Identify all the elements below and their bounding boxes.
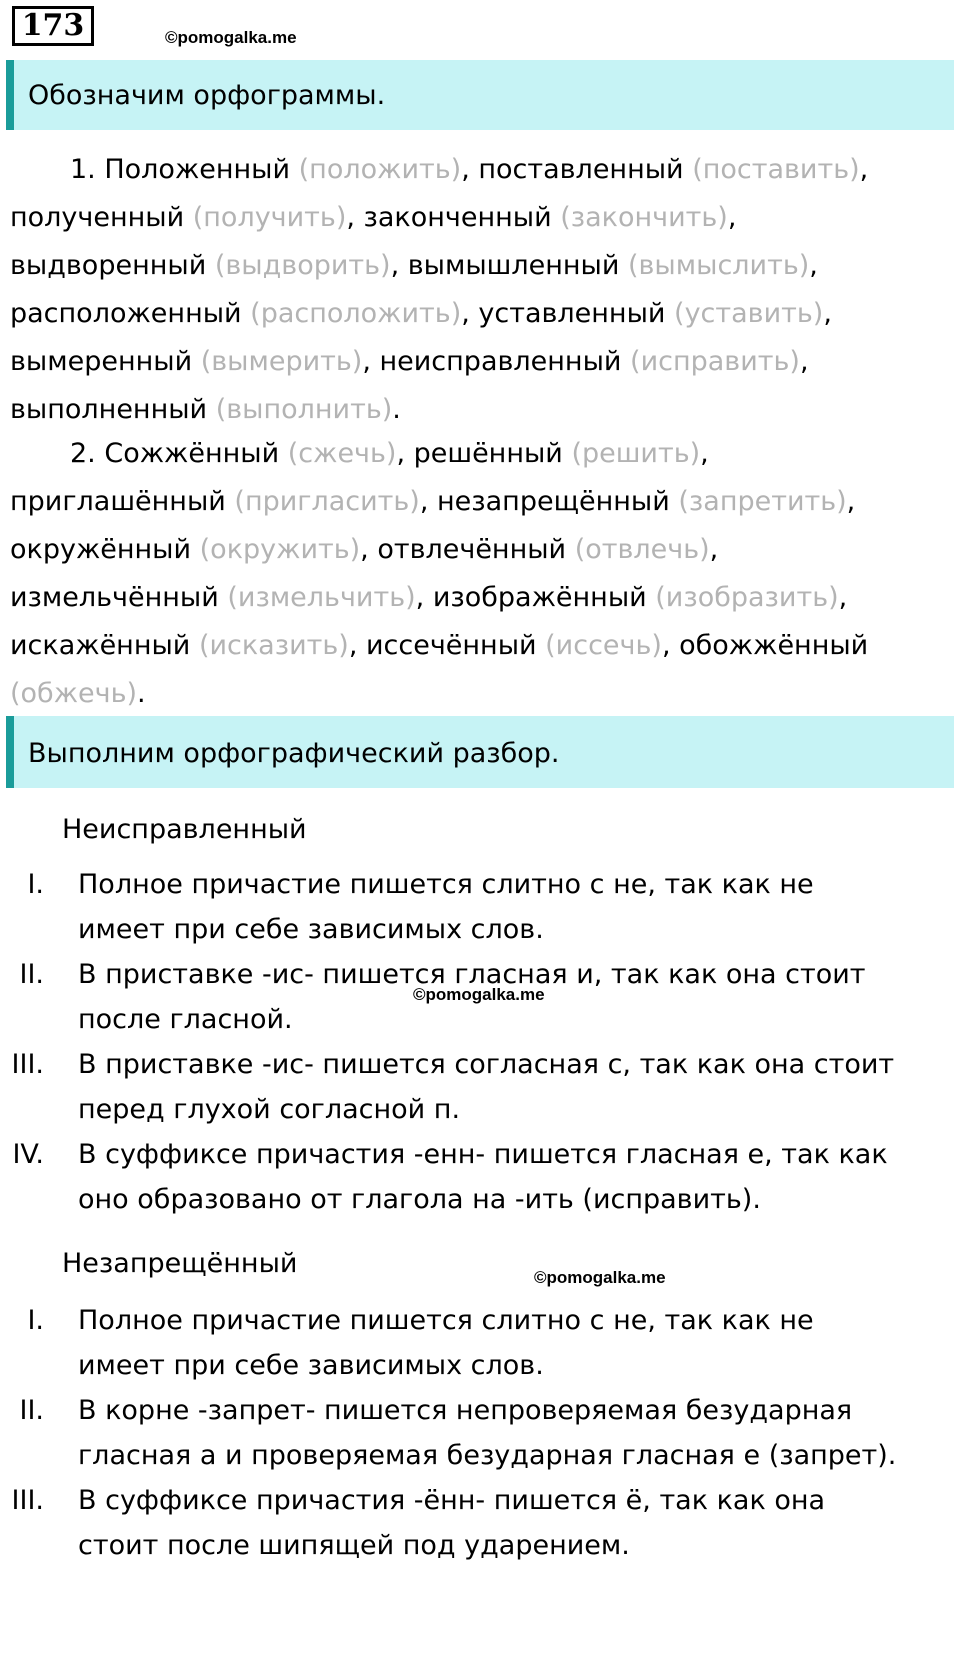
participle-text: , решённый xyxy=(396,438,563,469)
item-text-line: Полное причастие пишется слитно с не, так как не xyxy=(78,869,814,900)
check-word: (поставить) xyxy=(683,154,860,185)
participle-text: , обожжённый xyxy=(661,630,869,661)
paragraph-1 xyxy=(10,144,950,432)
participle-text: , xyxy=(727,202,737,233)
participle-text: расположенный xyxy=(10,298,242,329)
participle-text: искажённый xyxy=(10,630,191,661)
watermark-middle: ©pomogalka.me xyxy=(413,985,545,1004)
check-word: (выполнить) xyxy=(207,394,393,425)
item-number: III. xyxy=(11,1485,44,1516)
text-line xyxy=(10,524,950,572)
analysis-item xyxy=(0,1298,960,1388)
text-line xyxy=(10,288,950,336)
participle-text: , xyxy=(838,582,848,613)
item-text-line: после гласной. xyxy=(78,1004,293,1035)
check-word: (исказить) xyxy=(190,630,349,661)
check-word: (сжечь) xyxy=(279,438,397,469)
participle-text: , вымышленный xyxy=(390,250,620,281)
watermark-bottom: ©pomogalka.me xyxy=(534,1268,666,1287)
item-text-line: имеет при себе зависимых слов. xyxy=(78,914,544,945)
check-word: (пригласить) xyxy=(225,486,420,517)
participle-text: окружённый xyxy=(10,534,192,565)
check-word: (измельчить) xyxy=(218,582,416,613)
participle-text: полученный xyxy=(10,202,185,233)
item-number: IV. xyxy=(12,1139,44,1170)
section-title-spelling: Обозначим орфограммы. xyxy=(28,80,386,111)
check-word: (закончить) xyxy=(551,202,728,233)
participle-text: , xyxy=(846,486,856,517)
analysis-word-2: Незапрещённый xyxy=(62,1248,298,1279)
check-word: (отвлечь) xyxy=(566,534,710,565)
analysis-item xyxy=(0,1132,960,1222)
text-line xyxy=(10,428,950,476)
text-line xyxy=(10,192,950,240)
text-line xyxy=(10,240,950,288)
item-text-line: В суффиксе причастия -енн- пишется гласная е, так как xyxy=(78,1139,888,1170)
check-word: (уставить) xyxy=(665,298,824,329)
paragraph-2 xyxy=(10,428,950,716)
text-line xyxy=(10,476,950,524)
participle-text: измельчённый xyxy=(10,582,219,613)
participle-text: , отвлечённый xyxy=(360,534,567,565)
item-number: I. xyxy=(27,1305,44,1336)
participle-text: , xyxy=(799,346,809,377)
text-line xyxy=(10,572,950,620)
check-word: (получить) xyxy=(184,202,347,233)
participle-text: , иссечённый xyxy=(348,630,537,661)
check-word: (вымерить) xyxy=(192,346,363,377)
analysis-list-1 xyxy=(0,862,960,1222)
participle-text: 2. Сожжённый xyxy=(70,438,280,469)
text-line xyxy=(10,144,950,192)
check-word: (иссечь) xyxy=(536,630,662,661)
participle-text: . xyxy=(137,678,146,709)
analysis-word-1: Неисправленный xyxy=(62,814,307,845)
item-text-line: В корне -запрет- пишется непроверяемая безударная xyxy=(78,1395,853,1426)
text-line xyxy=(10,668,950,716)
participle-text: , xyxy=(859,154,869,185)
participle-text: , изображённый xyxy=(415,582,647,613)
participle-text: вымеренный xyxy=(10,346,193,377)
item-number: II. xyxy=(19,1395,44,1426)
check-word: (изобразить) xyxy=(646,582,839,613)
check-word: (обжечь) xyxy=(10,678,138,709)
item-text-line: стоит после шипящей под ударением. xyxy=(78,1530,630,1561)
check-word: (исправить) xyxy=(621,346,800,377)
analysis-item xyxy=(0,1042,960,1132)
analysis-item xyxy=(0,862,960,952)
participle-text: 1. Положенный xyxy=(70,154,291,185)
check-word: (выдворить) xyxy=(206,250,391,281)
text-line xyxy=(10,336,950,384)
participle-text: выполненный xyxy=(10,394,208,425)
item-text-line: гласная а и проверяемая безударная гласная е (запрет). xyxy=(78,1440,897,1471)
participle-text: , незапрещённый xyxy=(419,486,670,517)
section-banner-analysis xyxy=(6,716,954,788)
participle-text: приглашённый xyxy=(10,486,226,517)
analysis-list-2 xyxy=(0,1298,960,1568)
item-text-line: перед глухой согласной п. xyxy=(78,1094,461,1125)
exercise-number: 173 xyxy=(12,6,94,46)
item-text-line: В приставке -ис- пишется гласная и, так как она стоит xyxy=(78,959,866,990)
text-line xyxy=(10,384,950,432)
participle-text: , уставленный xyxy=(461,298,666,329)
participle-text: , xyxy=(823,298,832,329)
watermark-top: ©pomogalka.me xyxy=(165,28,297,47)
participle-text: , неисправленный xyxy=(362,346,622,377)
item-number: I. xyxy=(27,869,44,900)
participle-text: . xyxy=(392,394,401,425)
check-word: (расположить) xyxy=(241,298,462,329)
participle-text: , законченный xyxy=(346,202,552,233)
text-line xyxy=(10,620,950,668)
item-text-line: В приставке -ис- пишется согласная с, так как она стоит xyxy=(78,1049,895,1080)
analysis-item xyxy=(0,1478,960,1568)
check-word: (вымыслить) xyxy=(619,250,810,281)
check-word: (окружить) xyxy=(191,534,361,565)
participle-text: , xyxy=(809,250,818,281)
check-word: (запретить) xyxy=(669,486,847,517)
participle-text: , поставленный xyxy=(461,154,684,185)
participle-text: , xyxy=(709,534,719,565)
participle-text: , xyxy=(700,438,709,469)
analysis-item xyxy=(0,1388,960,1478)
item-text-line: Полное причастие пишется слитно с не, так как не xyxy=(78,1305,814,1336)
item-text-line: имеет при себе зависимых слов. xyxy=(78,1350,544,1381)
check-word: (решить) xyxy=(562,438,701,469)
item-number: III. xyxy=(11,1049,44,1080)
item-text-line: оно образовано от глагола на -ить (исправить). xyxy=(78,1184,761,1215)
check-word: (положить) xyxy=(290,154,462,185)
item-text-line: В суффиксе причастия -ённ- пишется ё, так как она xyxy=(78,1485,826,1516)
participle-text: выдворенный xyxy=(10,250,207,281)
section-banner-spelling xyxy=(6,60,954,130)
item-number: II. xyxy=(19,959,44,990)
section-title-analysis: Выполним орфографический разбор. xyxy=(28,738,560,769)
